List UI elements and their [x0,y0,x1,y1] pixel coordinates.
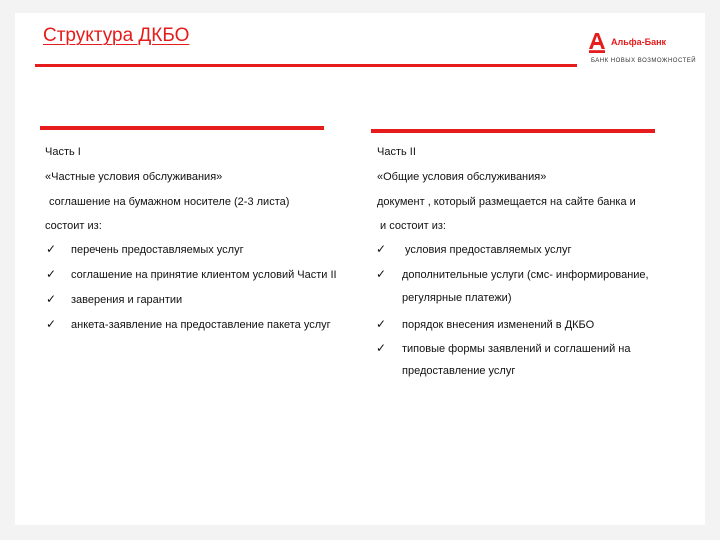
left-list-item: перечень предоставляемых услуг [71,244,244,256]
right-list-item: типовые формы заявлений и соглашений на [402,343,631,355]
check-icon: ✓ [376,317,387,331]
right-part-label: Часть II [377,146,416,158]
left-description: соглашение на бумажном носителе (2-3 листа) [49,196,290,208]
left-part-label: Часть I [45,146,81,158]
left-list-item: заверения и гарантии [71,294,183,306]
right-part-name: «Общие условия обслуживания» [377,171,547,183]
title-underline [35,64,577,67]
check-icon: ✓ [46,242,57,256]
right-consists-of: и состоит из: [380,220,446,232]
check-icon: ✓ [376,242,387,256]
logo-name: Альфа-Банк [611,37,667,47]
left-consists-of: состоит из: [45,220,102,232]
left-column-bar [40,126,324,130]
logo-tagline: БАНК НОВЫХ ВОЗМОЖНОСТЕЙ [591,58,697,64]
check-icon: ✓ [46,317,57,331]
check-icon: ✓ [376,267,387,281]
alfa-bank-logo [589,31,705,71]
left-list-item: соглашение на принятие клиентом условий Части II [71,269,337,281]
slide [15,13,705,525]
right-column-bar [371,129,655,133]
check-icon: ✓ [46,292,57,306]
check-icon: ✓ [376,341,387,355]
alfa-a-icon [589,33,605,53]
right-list-item: порядок внесения изменений в ДКБО [402,319,595,331]
right-list-item: условия предоставляемых услуг [405,244,572,256]
left-part-name: «Частные условия обслуживания» [45,171,223,183]
check-icon: ✓ [46,267,57,281]
right-description: документ , который размещается на сайте банка и [377,196,636,208]
page-title: Структура ДКБО [43,25,190,46]
right-list-item-continued: регулярные платежи) [402,292,512,304]
right-list-item: дополнительные услуги (смс- информирование, [402,269,649,281]
right-list-item-continued: предоставление услуг [402,365,516,377]
left-list-item: анкета-заявление на предоставление пакета услуг [71,319,331,331]
